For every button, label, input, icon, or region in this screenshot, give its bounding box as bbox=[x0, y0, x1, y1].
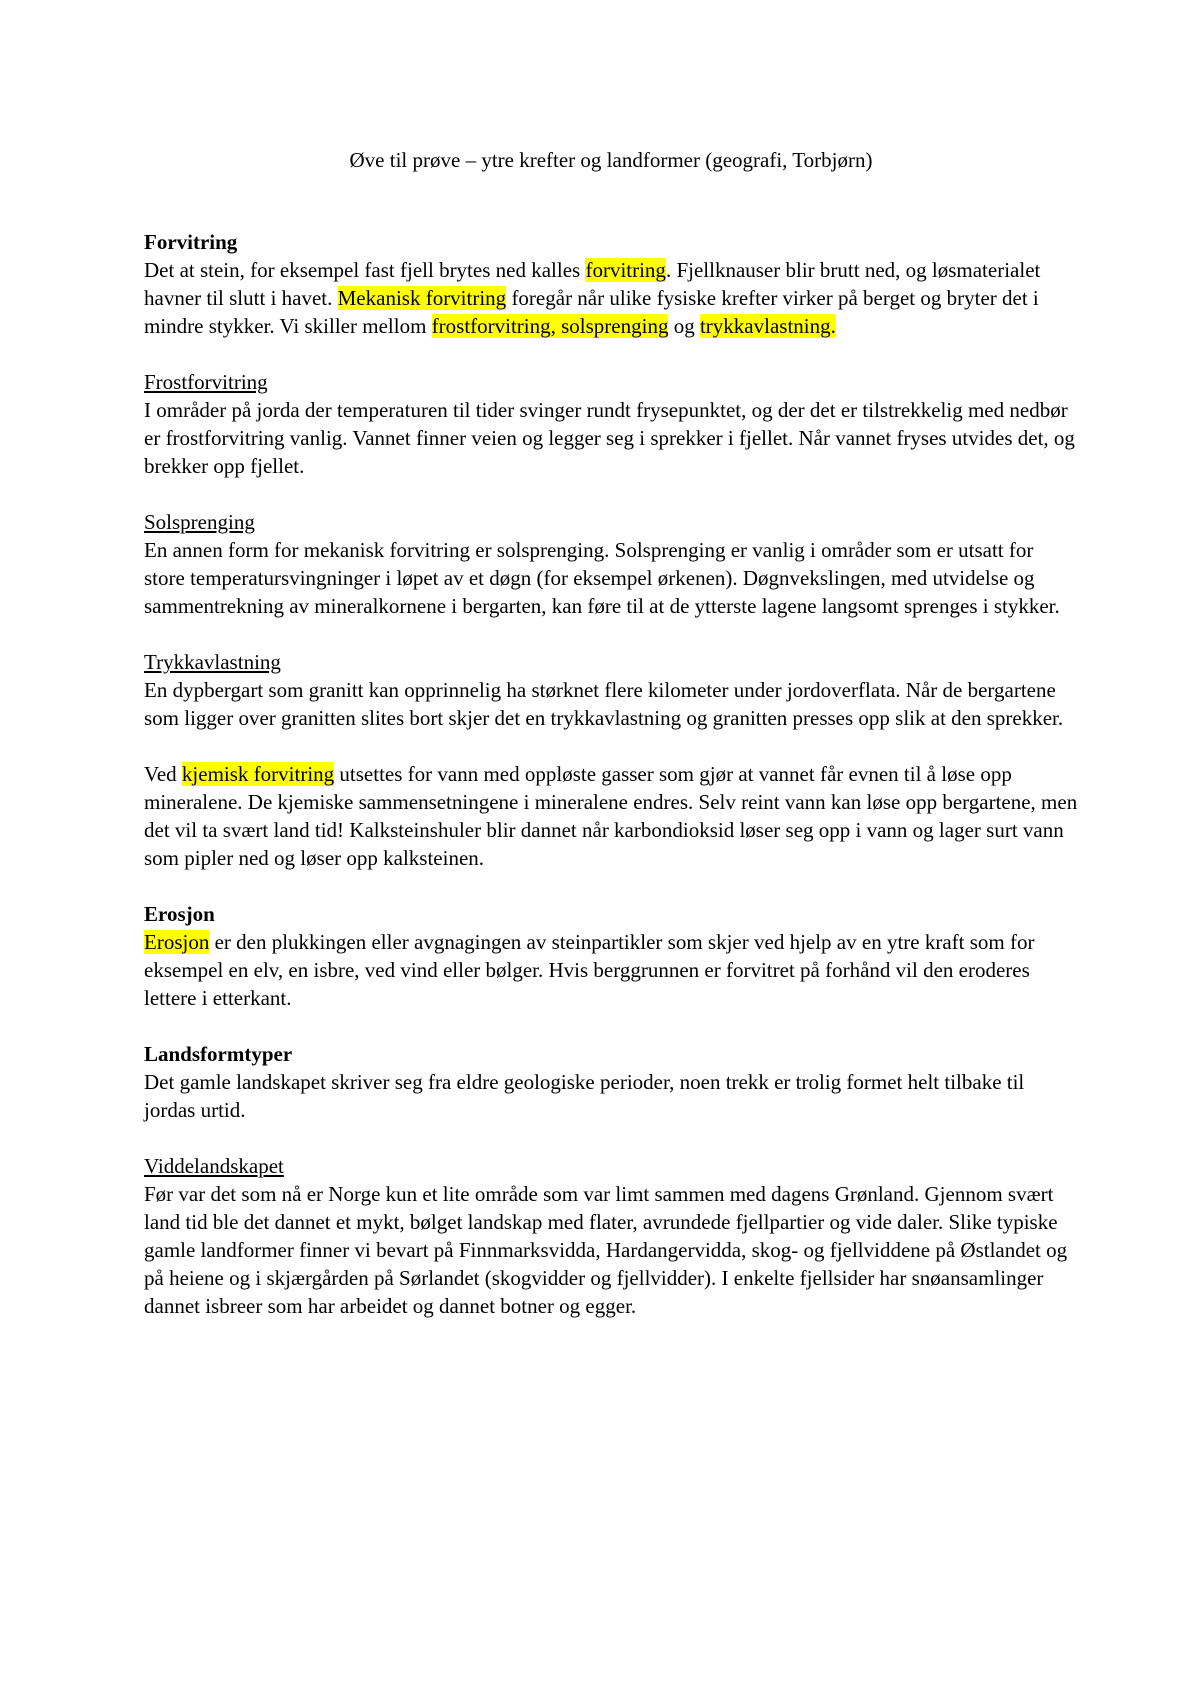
text-run: . Fjellknauser blir brutt ned, og løsmaterialet havner til slutt i havet. bbox=[144, 258, 1041, 310]
section-forvitring bbox=[144, 228, 1078, 340]
subheading-solsprenging: Solsprenging bbox=[144, 510, 255, 534]
highlight-kjemisk-forvitring: kjemisk forvitring bbox=[181, 762, 335, 786]
document-title: Øve til prøve – ytre krefter og landformer (geografi, Torbjørn) bbox=[349, 148, 873, 172]
highlight-frostforvitring-solsprenging: frostforvitring, solsprenging bbox=[431, 314, 669, 338]
heading-landsformtyper: Landsformtyper bbox=[144, 1042, 293, 1066]
paragraph-landsformtyper: Det gamle landskapet skriver seg fra eldre geologiske perioder, noen trekk er trolig formet helt tilbake til jordas urtid. bbox=[144, 1070, 1025, 1122]
paragraph-solsprenging: En annen form for mekanisk forvitring er solsprenging. Solsprenging er vanlig i områder som er utsatt for store temperatursvingninger i løpet av et døgn (for eksempel ørkenen). Døgnvekslingen, med utvidelse og sammentrekning av mineralkornene i bergarten, kan føre til at de ytterste lagene langsomt sprenges i stykker. bbox=[144, 538, 1060, 618]
paragraph-kjemisk-forvitring bbox=[144, 760, 1078, 872]
subheading-frostforvitring: Frostforvitring bbox=[144, 370, 268, 394]
subheading-viddelandskapet: Viddelandskapet bbox=[144, 1154, 284, 1178]
text-run: Ved bbox=[144, 762, 182, 786]
subheading-trykkavlastning: Trykkavlastning bbox=[144, 650, 281, 674]
heading-erosjon: Erosjon bbox=[144, 902, 215, 926]
heading-forvitring: Forvitring bbox=[144, 230, 238, 254]
paragraph-trykkavlastning: En dypbergart som granitt kan opprinnelig ha størknet flere kilometer under jordoverflata. Når de bergartene som ligger over granitten slites bort skjer det en trykkavlastning og granitten presses opp slik at den sprekker. bbox=[144, 678, 1064, 730]
text-run: Det at stein, for eksempel fast fjell brytes ned kalles bbox=[144, 258, 586, 282]
paragraph-erosjon bbox=[144, 928, 1078, 1012]
paragraph-frostforvitring: I områder på jorda der temperaturen til tider svinger rundt frysepunktet, og der det er tilstrekkelig med nedbør er frostforvitring vanlig. Vannet finner veien og legger seg i sprekker i fjellet. Når vannet fryses utvides det, og brekker opp fjellet. bbox=[144, 398, 1075, 478]
section-kjemisk-forvitring bbox=[144, 760, 1078, 872]
paragraph-forvitring bbox=[144, 256, 1078, 340]
section-frostforvitring bbox=[144, 368, 1078, 480]
highlight-mekanisk-forvitring: Mekanisk forvitring bbox=[337, 286, 507, 310]
text-run: og bbox=[668, 314, 700, 338]
text-run: utsettes for vann med oppløste gasser som gjør at vannet får evnen til å løse opp mineralene. De kjemiske sammensetningene i mineralene endres. Selv reint vann kan løse opp bergartene, men det vil ta svært land tid! Kalksteinshuler blir dannet når karbondioksid løser seg opp i vann og lager surt vann som pipler ned og løser opp kalksteinen. bbox=[144, 762, 1078, 870]
paragraph-viddelandskapet: Før var det som nå er Norge kun et lite område som var limt sammen med dagens Grønland. Gjennom svært land tid ble det dannet et mykt, bølget landskap med flater, avrundede fjellpartier og vide daler. Slike typiske gamle landformer finner vi bevart på Finnmarksvidda, Hardangervidda, skog- og fjellviddene på Østlandet og på heiene og i skjærgården på Sørlandet (skogvidder og fjellvidder). I enkelte fjellsider har snøansamlinger dannet isbreer som har arbeidet og dannet botner og egger. bbox=[144, 1182, 1068, 1318]
highlight-trykkavlastning: trykkavlastning. bbox=[699, 314, 836, 338]
document-body bbox=[144, 146, 1078, 1348]
section-viddelandskapet bbox=[144, 1152, 1078, 1320]
section-landsformtyper bbox=[144, 1040, 1078, 1124]
section-trykkavlastning bbox=[144, 648, 1078, 732]
text-run: foregår når ulike fysiske krefter virker på berget og bryter det i mindre stykker. Vi skiller mellom bbox=[144, 286, 1039, 338]
highlight-forvitring: forvitring bbox=[585, 258, 666, 282]
highlight-erosjon: Erosjon bbox=[144, 930, 210, 954]
text-run: er den plukkingen eller avgnagingen av steinpartikler som skjer ved hjelp av en ytre kraft som for eksempel en elv, en isbre, ved vind eller bølger. Hvis berggrunnen er forvitret på forhånd vil den eroderes lettere i etterkant. bbox=[144, 930, 1035, 1010]
section-solsprenging bbox=[144, 508, 1078, 620]
section-erosjon bbox=[144, 900, 1078, 1012]
